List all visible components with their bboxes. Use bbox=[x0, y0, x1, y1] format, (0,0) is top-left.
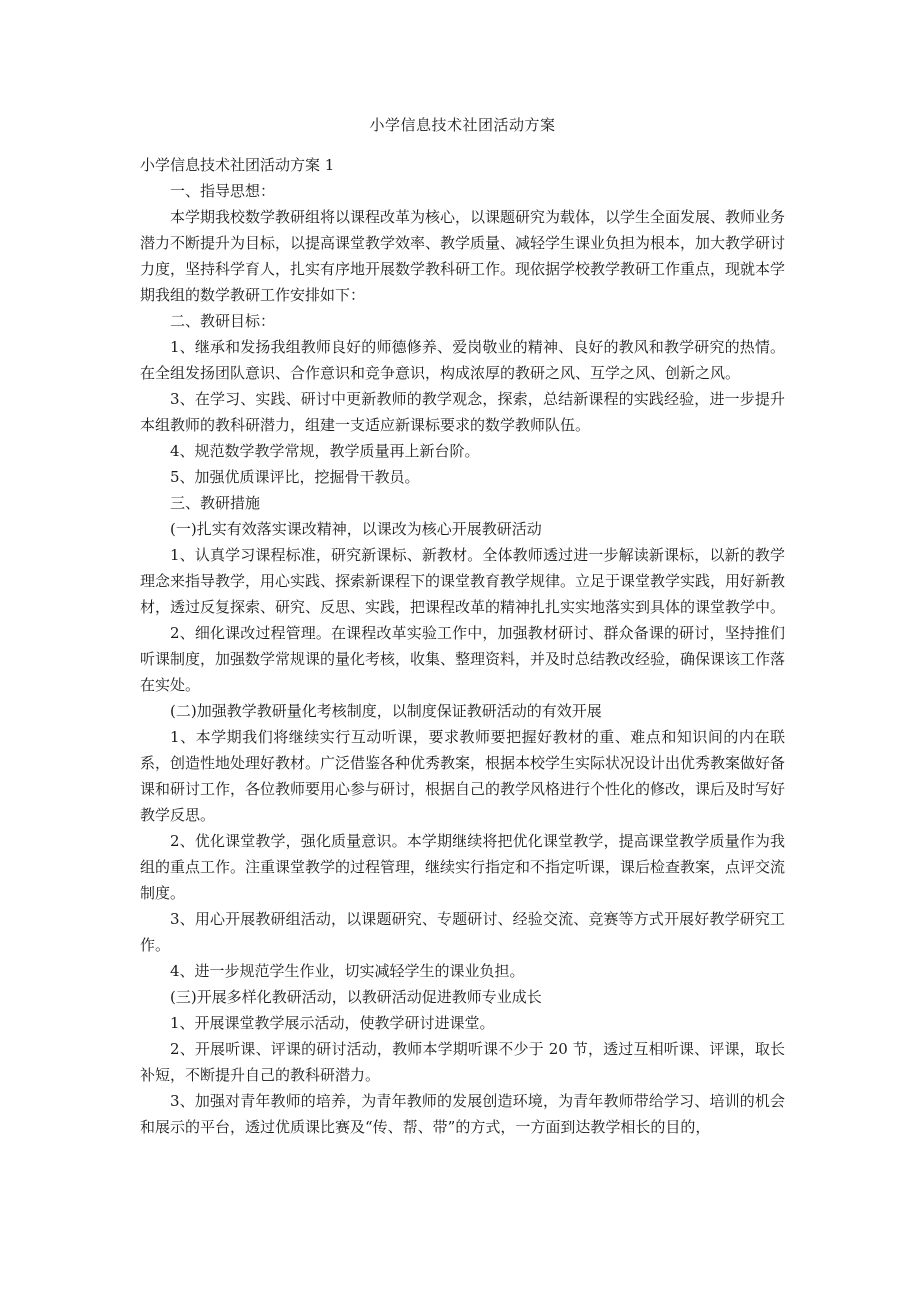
paragraph: 4、进一步规范学生作业，切实减轻学生的课业负担。 bbox=[170, 962, 525, 980]
paragraph: 1、认真学习课程标准，研究新课标、新教材。全体教师透过进一步解读新课标，以新的教学理念来指导教学，用心实践、探索新课程下的课堂教育教学规律。立足于课堂教学实践，用好新教材，透过反复探索、研究、反思、实践，把课程改革的精神扎扎实实地落实到具体的课堂教学中。 bbox=[140, 546, 786, 616]
paragraph: 一、指导思想： bbox=[170, 182, 276, 200]
paragraph: 二、教研目标： bbox=[170, 312, 276, 330]
document-subtitle: 小学信息技术社团活动方案 1 bbox=[140, 156, 335, 174]
document-title: 小学信息技术社团活动方案 bbox=[369, 116, 556, 134]
paragraph: 5、加强优质课评比，挖掘骨干教员。 bbox=[170, 468, 420, 486]
paragraph: 1、继承和发扬我组教师良好的师德修养、爱岗敬业的精神、良好的教风和教学研究的热情。在全组发扬团队意识、合作意识和竞争意识，构成浓厚的教研之风、互学之风、创新之风。 bbox=[140, 338, 785, 382]
document-body bbox=[140, 178, 785, 1140]
paragraph: 1、开展课堂教学展示活动，使教学研讨进课堂。 bbox=[170, 1014, 495, 1032]
paragraph: 3、加强对青年教师的培养，为青年教师的发展创造环境，为青年教师带给学习、培训的机会和展示的平台，透过优质课比赛及“传、帮、带”的方式，一方面到达教学相长的目的， bbox=[140, 1092, 785, 1136]
paragraph: (一)扎实有效落实课改精神，以课改为核心开展教研活动 bbox=[170, 520, 542, 538]
document-page bbox=[140, 112, 785, 1140]
paragraph: (二)加强教学教研量化考核制度，以制度保证教研活动的有效开展 bbox=[170, 702, 602, 720]
paragraph: 三、教研措施 bbox=[170, 494, 261, 512]
paragraph: (三)开展多样化教研活动，以教研活动促进教师专业成长 bbox=[170, 988, 542, 1006]
paragraph: 4、规范数学教学常规，教学质量再上新台阶。 bbox=[170, 442, 480, 460]
paragraph: 3、在学习、实践、研讨中更新教师的教学观念，探索，总结新课程的实践经验，进一步提升本组教师的教科研潜力，组建一支适应新课标要求的数学教师队伍。 bbox=[140, 390, 785, 434]
paragraph: 2、细化课改过程管理。在课程改革实验工作中，加强教材研讨、群众备课的研讨，坚持推们听课制度，加强数学常规课的量化考核，收集、整理资料，并及时总结教改经验，确保课该工作落在实处。 bbox=[140, 624, 786, 694]
paragraph: 3、用心开展教研组活动，以课题研究、专题研讨、经验交流、竞赛等方式开展好教学研究工作。 bbox=[140, 910, 785, 954]
paragraph: 1、本学期我们将继续实行互动听课，要求教师要把握好教材的重、难点和知识间的内在联系，创造性地处理好教材。广泛借鉴各种优秀教案，根据本校学生实际状况设计出优秀教案做好备课和研讨工作，各位教师要用心参与研讨，根据自己的教学风格进行个性化的修改，课后及时写好教学反思。 bbox=[140, 728, 786, 824]
paragraph: 本学期我校数学教研组将以课程改革为核心，以课题研究为载体，以学生全面发展、教师业务潜力不断提升为目标，以提高课堂教学效率、教学质量、减轻学生课业负担为根本，加大教学研讨力度，坚持科学育人，扎实有序地开展数学教科研工作。现依据学校教学教研工作重点，现就本学期我组的数学教研工作安排如下： bbox=[140, 208, 786, 304]
paragraph: 2、开展听课、评课的研讨活动，教师本学期听课不少于 20 节，透过互相听课、评课，取长补短，不断提升自己的教科研潜力。 bbox=[140, 1040, 785, 1084]
paragraph: 2、优化课堂教学，强化质量意识。本学期继续将把优化课堂教学，提高课堂教学质量作为我组的重点工作。注重课堂教学的过程管理，继续实行指定和不指定听课，课后检查教案，点评交流制度。 bbox=[140, 832, 786, 902]
